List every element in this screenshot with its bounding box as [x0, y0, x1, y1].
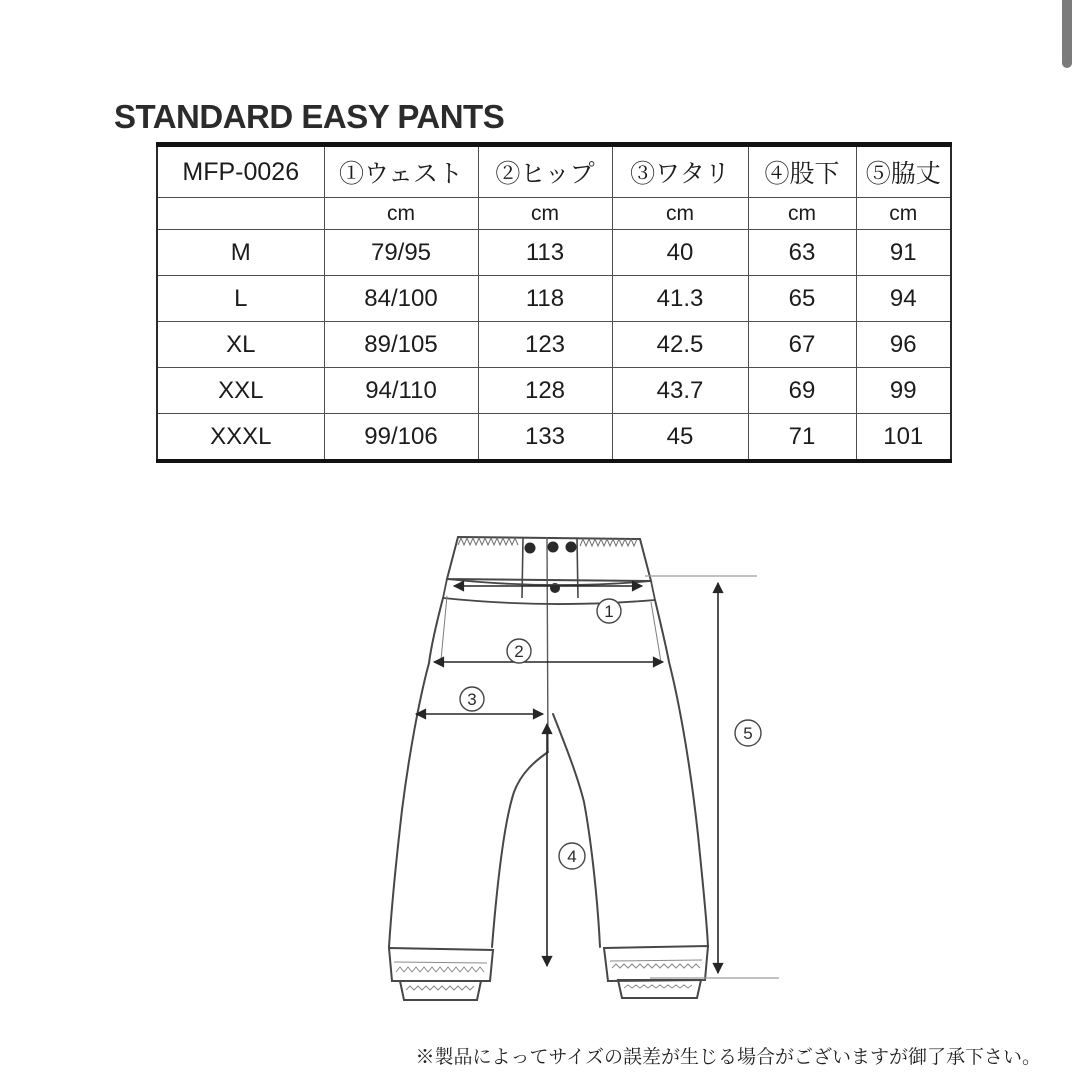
callout-4-label: 4 — [567, 847, 577, 866]
value-cell: 99 — [856, 368, 951, 414]
callout-4 — [559, 843, 585, 869]
callout-2 — [507, 639, 531, 663]
value-cell: 89/105 — [324, 322, 478, 368]
size-label-cell: L — [157, 276, 324, 322]
measurement-arrows — [416, 583, 718, 973]
column-header-side-length: ⑤脇丈 — [856, 145, 951, 198]
value-cell: 40 — [612, 230, 748, 276]
unit-cell: cm — [856, 198, 951, 230]
right-leg-inseam — [553, 714, 600, 947]
callout-2-label: 2 — [514, 642, 524, 661]
size-label-cell: XXXL — [157, 414, 324, 462]
value-cell: 118 — [478, 276, 612, 322]
value-cell: 41.3 — [612, 276, 748, 322]
unit-cell: cm — [324, 198, 478, 230]
callout-3-label: 3 — [467, 690, 477, 709]
unit-cell: cm — [748, 198, 856, 230]
center-front-seam — [547, 537, 548, 752]
value-cell: 99/106 — [324, 414, 478, 462]
value-cell: 128 — [478, 368, 612, 414]
value-cell: 123 — [478, 322, 612, 368]
side-seam-detail-lines — [441, 596, 661, 662]
size-label-cell: XL — [157, 322, 324, 368]
column-header-waist: ①ウェスト — [324, 145, 478, 198]
right-cuff — [604, 946, 708, 998]
callout-5-label: 5 — [743, 724, 753, 743]
value-cell: 101 — [856, 414, 951, 462]
value-cell: 42.5 — [612, 322, 748, 368]
callout-5 — [735, 720, 761, 746]
left-cuff — [389, 948, 493, 1000]
column-header-inseam: ④股下 — [748, 145, 856, 198]
left-leg-outer-seam — [389, 598, 443, 947]
value-cell: 94/110 — [324, 368, 478, 414]
callout-1 — [597, 599, 621, 623]
value-cell: 94 — [856, 276, 951, 322]
model-cell: MFP-0026 — [157, 145, 324, 198]
value-cell: 63 — [748, 230, 856, 276]
value-cell: 43.7 — [612, 368, 748, 414]
size-label-cell: M — [157, 230, 324, 276]
value-cell: 45 — [612, 414, 748, 462]
value-cell: 84/100 — [324, 276, 478, 322]
value-cell: 113 — [478, 230, 612, 276]
value-cell: 67 — [748, 322, 856, 368]
value-cell: 133 — [478, 414, 612, 462]
callout-3 — [460, 687, 484, 711]
yoke-band — [443, 579, 655, 604]
column-header-hip: ②ヒップ — [478, 145, 612, 198]
page-title: STANDARD EASY PANTS — [114, 98, 505, 136]
button-dot — [525, 543, 536, 554]
button-dot — [566, 542, 577, 553]
value-cell: 91 — [856, 230, 951, 276]
callout-1-label: 1 — [604, 602, 614, 621]
scrollbar-thumb[interactable] — [1062, 0, 1072, 68]
value-cell: 71 — [748, 414, 856, 462]
size-disclaimer-note: ※製品によってサイズの誤差が生じる場合がございますが御了承下さい。 — [415, 1047, 1041, 1068]
right-leg-outer-seam — [655, 600, 708, 947]
right-cuff-rib-stitch — [610, 960, 702, 988]
column-header-thigh: ③ワタリ — [612, 145, 748, 198]
value-cell: 79/95 — [324, 230, 478, 276]
value-cell: 65 — [748, 276, 856, 322]
left-leg-inseam — [492, 752, 548, 947]
value-cell: 96 — [856, 322, 951, 368]
left-cuff-rib-stitch — [394, 962, 487, 990]
button-dot — [548, 542, 559, 553]
size-label-cell: XXL — [157, 368, 324, 414]
unit-cell: cm — [478, 198, 612, 230]
value-cell: 69 — [748, 368, 856, 414]
unit-cell: cm — [612, 198, 748, 230]
pants-outline — [389, 598, 708, 947]
